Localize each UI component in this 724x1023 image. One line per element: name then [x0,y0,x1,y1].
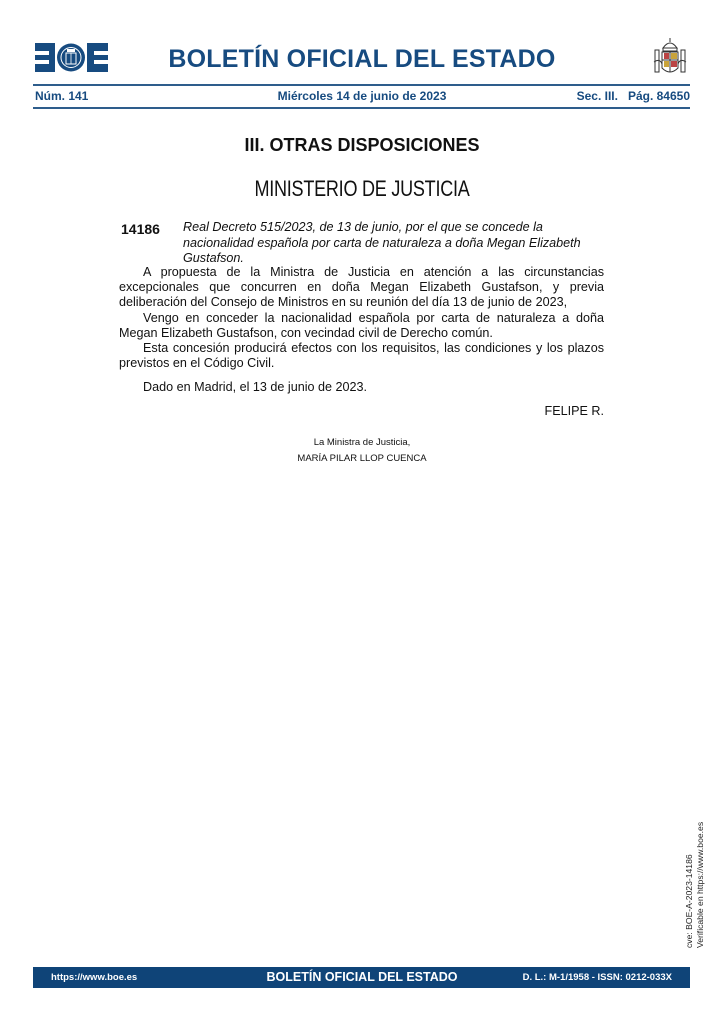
issue-number: Núm. 141 [35,89,89,103]
footer-title: BOLETÍN OFICIAL DEL ESTADO [266,970,458,984]
coat-of-arms-icon [652,36,688,80]
verify-link[interactable]: Verificable en https://www.boe.es [695,821,705,948]
king-signature: FELIPE R. [544,404,604,418]
body-paragraph: Vengo en conceder la nacionalidad española por carta de naturaleza a doña Megan Elizabeth Gustafson, con vecindad civil de Derecho común. [119,310,604,340]
footer-legal: D. L.: M-1/1958 - ISSN: 0212-033X [522,972,672,983]
issue-date: Miércoles 14 de junio de 2023 [277,89,447,103]
body-paragraph: A propuesta de la Ministra de Justicia en atención a las circunstancias excepcionales que concurren en doña Megan Elizabeth Gustafson, y previa deliberación del Consejo de Ministros en su reunión del día 13 de junio de 2023, [119,265,604,310]
section-page: Sec. III. Pág. 84650 [576,89,690,103]
header-rule-top [33,84,690,86]
footer-bar [33,967,690,988]
bulletin-title: BOLETÍN OFICIAL DEL ESTADO [168,45,556,73]
footer-url-link[interactable]: https://www.boe.es [51,972,138,983]
signatory-block [0,435,724,467]
disposition-number: 14186 [121,221,160,237]
verification-note [684,822,706,948]
place-date: Dado en Madrid, el 13 de junio de 2023. [143,380,368,394]
cve-code: cve: BOE-A-2023-14186 [684,854,694,948]
section-title: III. OTRAS DISPOSICIONES [244,135,480,155]
signatory-role: La Ministra de Justicia, [313,437,411,448]
signatory-name: MARÍA PILAR LLOP CUENCA [297,453,427,464]
document-body [119,265,604,371]
ministry-title: MINISTERIO DE JUSTICIA [254,176,470,201]
disposition-title: Real Decreto 515/2023, de 13 de junio, por el que se concede la nacionalidad española por carta de naturaleza a doña Megan Elizabeth Gustafson. [183,220,581,265]
header-rule-bottom [33,107,690,109]
body-paragraph: Esta concesión producirá efectos con los requisitos, las condiciones y los plazos previstos en el Código Civil. [119,341,604,371]
